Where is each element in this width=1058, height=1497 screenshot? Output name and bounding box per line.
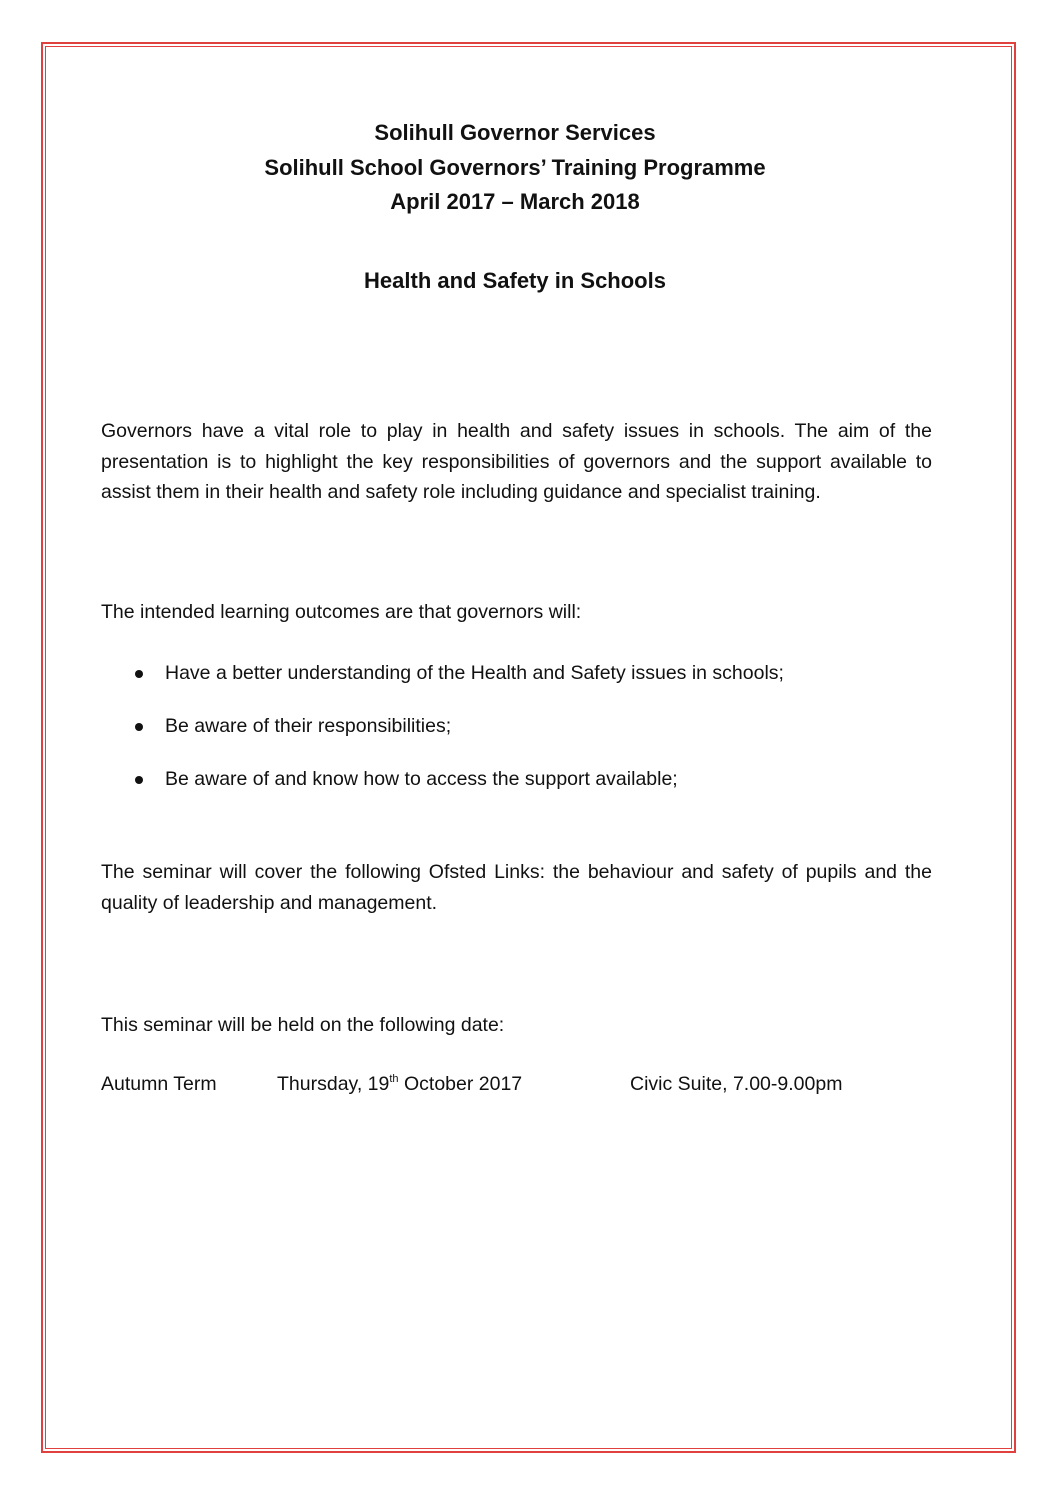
date-intro: This seminar will be held on the following date: (101, 1014, 505, 1036)
session-venue: Civic Suite, 7.00-9.00pm (630, 1073, 843, 1095)
ofsted-paragraph: The seminar will cover the following Ofsted Links: the behaviour and safety of pupils and the quality of leadership and management. (101, 861, 932, 914)
outcome-text: Have a better understanding of the Health and Safety issues in schools; (165, 662, 784, 684)
outcome-text: Be aware of and know how to access the support available; (165, 768, 678, 790)
programme-period: April 2017 – March 2018 (390, 189, 640, 214)
organisation-name: Solihull Governor Services (374, 120, 656, 145)
outcomes-list (101, 658, 932, 817)
bullet-icon (135, 776, 143, 784)
session-date (277, 1069, 522, 1100)
seminar-title: Health and Safety in Schools (364, 268, 666, 293)
session-date-rest: October 2017 (398, 1073, 523, 1095)
programme-name: Solihull School Governors’ Training Programme (264, 154, 766, 180)
list-item (101, 764, 932, 794)
list-item (101, 711, 932, 741)
outcomes-intro: The intended learning outcomes are that governors will: (101, 601, 582, 623)
list-item (101, 658, 932, 688)
session-date-day: Thursday, 19 (277, 1073, 390, 1095)
session-row (0, 1069, 1058, 1101)
outcome-text: Be aware of their responsibilities; (165, 715, 452, 737)
intro-paragraph: Governors have a vital role to play in health and safety issues in schools. The aim of the presentation is to highlight the key responsibilities of governors and the support available to assist them in their health and safety role including guidance and specialist training. (101, 420, 932, 503)
document-header (0, 116, 1030, 220)
session-date-suffix: th (389, 1073, 399, 1085)
bullet-icon (135, 723, 143, 731)
bullet-icon (135, 670, 143, 678)
session-term: Autumn Term (101, 1073, 217, 1095)
